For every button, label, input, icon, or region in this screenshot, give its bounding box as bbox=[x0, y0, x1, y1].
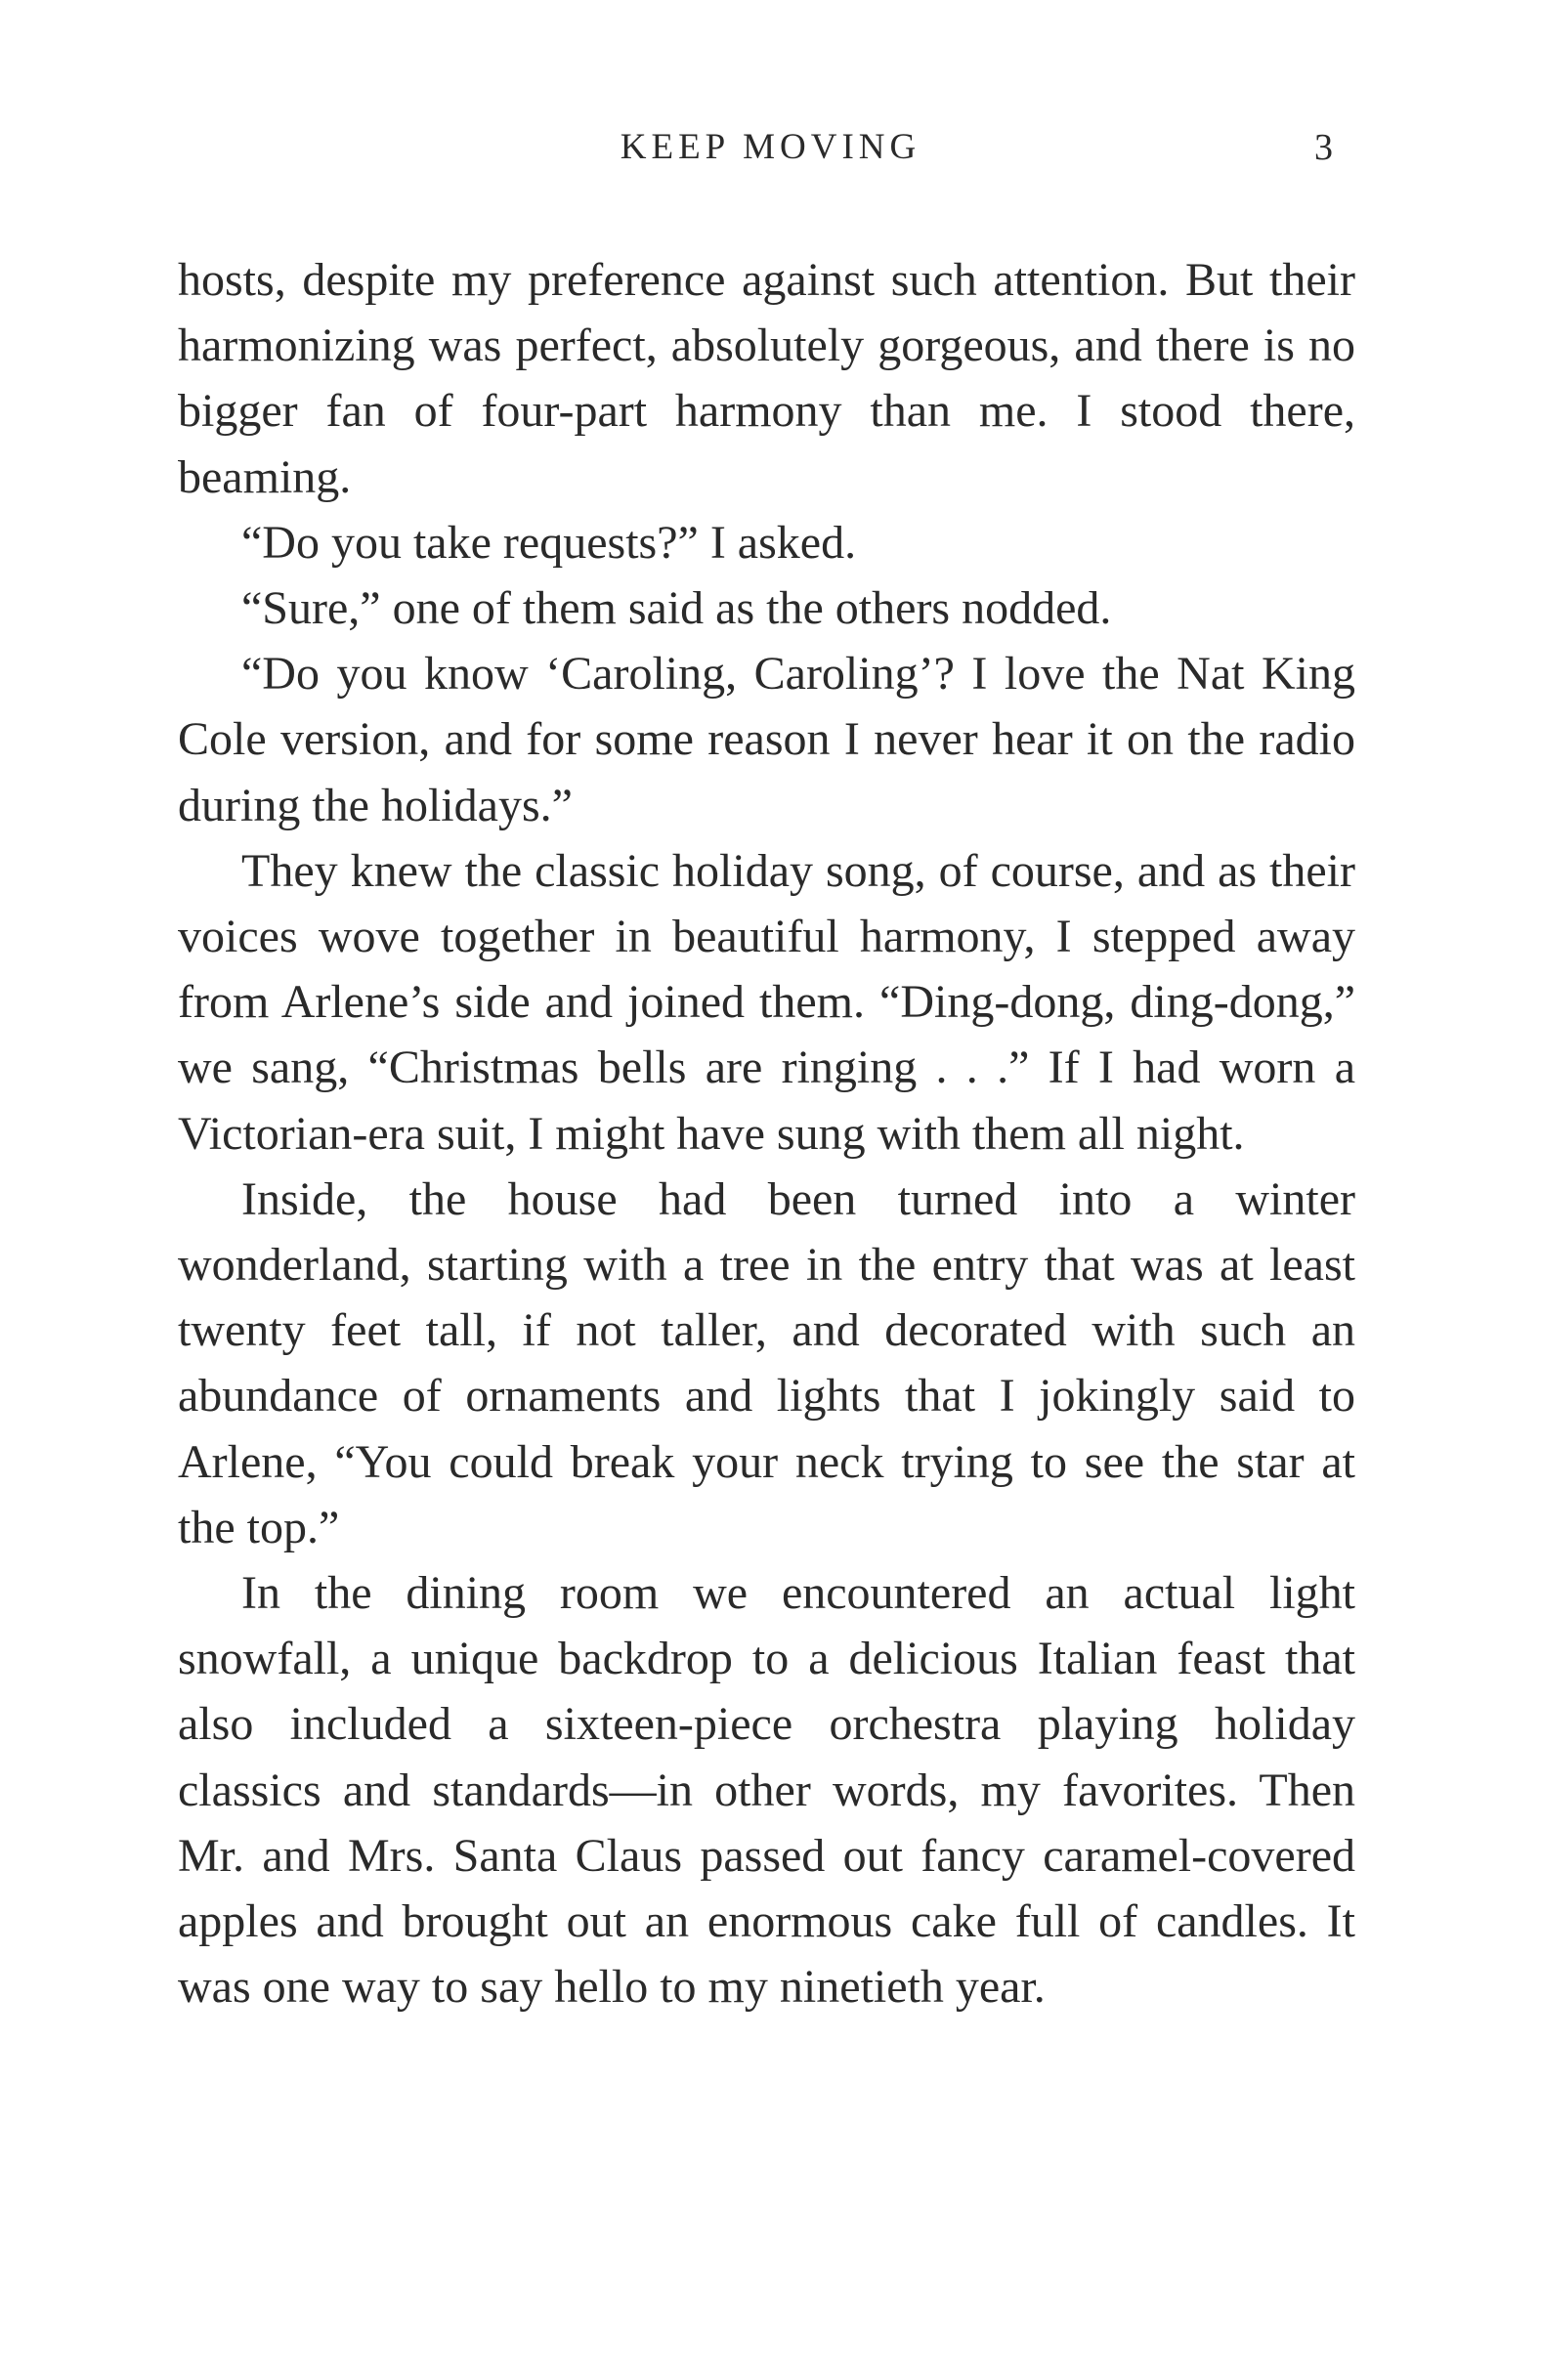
paragraph: hosts, despite my preference against such attention. But their harmonizing was perfect, absolutely gorgeous, and there is no bigger fan of four-part harmony than me. I stood there, beaming. bbox=[178, 254, 1355, 503]
paragraph: “Do you take requests?” I asked. bbox=[241, 516, 857, 569]
paragraph: “Do you know ‘Caroling, Caroling’? I love the Nat King Cole version, and for some reason I never hear it on the radio during the holidays.” bbox=[178, 648, 1355, 831]
paragraph: Inside, the house had been turned into a winter wonderland, starting with a tree in the entry that was at least twenty feet tall, if not taller, and decorated with such an abundance of ornaments and lights that I jokingly said to Arlene, “You could break your neck trying to see the star at the top.” bbox=[178, 1172, 1355, 1553]
page-number: 3 bbox=[1314, 127, 1333, 168]
body-text bbox=[178, 247, 1355, 2019]
paragraph: In the dining room we encountered an actual light snowfall, a unique backdrop to a delicious Italian feast that also included a sixteen-piece orchestra playing holiday classics and standards—in other words, my favorites. Then Mr. and Mrs. Santa Claus passed out fancy caramel-covered apples and brought out an enormous cake full of candles. It was one way to say hello to my ninetieth year. bbox=[178, 1567, 1355, 2014]
running-title: KEEP MOVING bbox=[620, 127, 921, 167]
paragraph: They knew the classic holiday song, of course, and as their voices wove together in beautiful harmony, I stepped away from Arlene’s side and joined them. “Ding-dong, ding-dong,” we sang, “Christmas bells are ringing . . .” If I had worn a Victorian-era suit, I might have sung with them all night. bbox=[178, 844, 1355, 1160]
paragraph: “Sure,” one of them said as the others nodded. bbox=[241, 582, 1112, 635]
running-head bbox=[0, 123, 1541, 172]
